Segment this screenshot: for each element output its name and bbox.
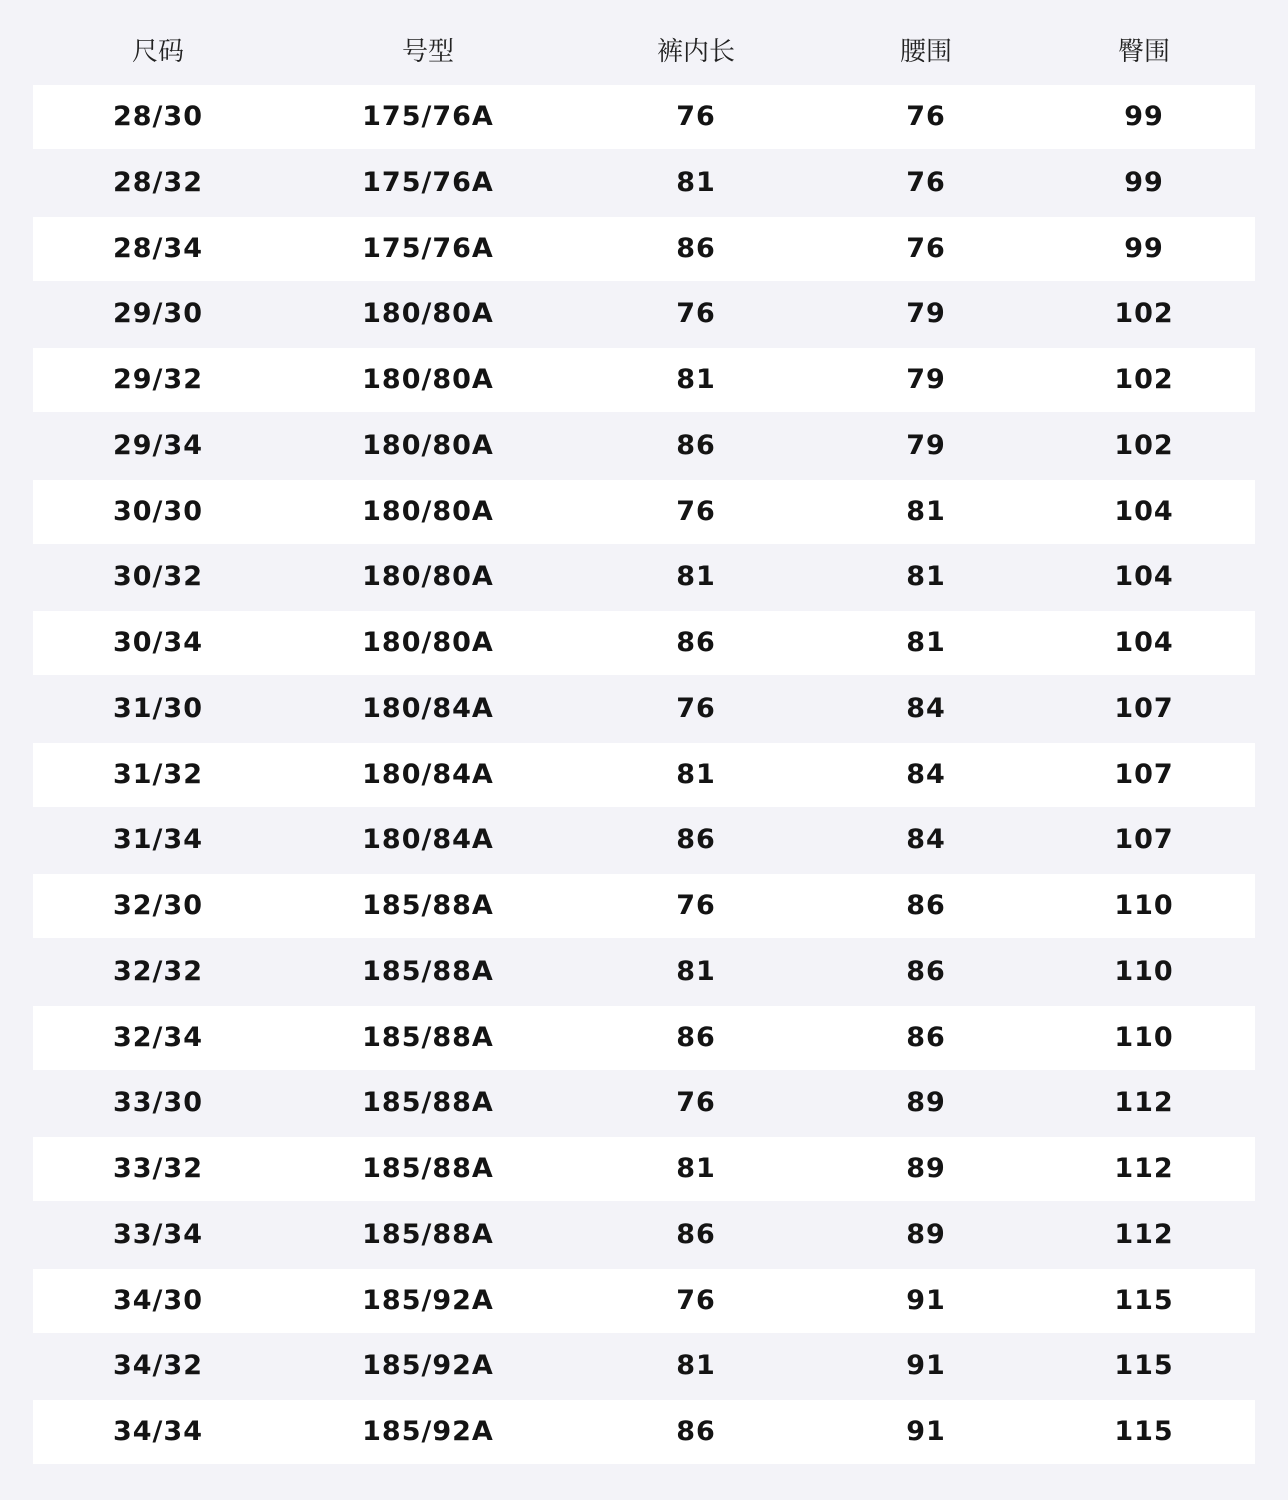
cell-fit-code: 185/88A — [362, 1153, 494, 1184]
table-row — [33, 151, 1255, 215]
cell-fit-code: 175/76A — [362, 101, 494, 132]
cell-fit-code: 185/88A — [362, 1087, 494, 1118]
cell-hip: 110 — [1114, 890, 1174, 921]
cell-size: 31/32 — [112, 759, 203, 790]
cell-waist: 86 — [906, 1022, 946, 1053]
table-row — [33, 1137, 1255, 1201]
table-row — [33, 1269, 1255, 1333]
cell-inseam: 81 — [676, 1153, 716, 1184]
cell-waist: 79 — [906, 298, 946, 329]
cell-size: 29/32 — [112, 364, 203, 395]
table-row — [33, 1203, 1255, 1267]
cell-waist: 91 — [906, 1416, 946, 1447]
cell-fit-code: 180/84A — [362, 759, 494, 790]
cell-hip: 112 — [1114, 1087, 1174, 1118]
cell-waist: 89 — [906, 1087, 946, 1118]
table-row — [33, 217, 1255, 281]
cell-waist: 86 — [906, 890, 946, 921]
cell-waist: 91 — [906, 1285, 946, 1316]
cell-inseam: 86 — [676, 1416, 716, 1447]
cell-waist: 84 — [906, 693, 946, 724]
cell-fit-code: 185/92A — [362, 1285, 494, 1316]
cell-fit-code: 180/80A — [362, 627, 494, 658]
cell-hip: 99 — [1124, 233, 1164, 264]
cell-fit-code: 185/92A — [362, 1350, 494, 1381]
cell-inseam: 81 — [676, 1350, 716, 1381]
cell-fit-code: 180/80A — [362, 496, 494, 527]
cell-hip: 107 — [1114, 693, 1174, 724]
cell-fit-code: 185/88A — [362, 890, 494, 921]
cell-waist: 76 — [906, 167, 946, 198]
cell-waist: 76 — [906, 101, 946, 132]
cell-waist: 79 — [906, 430, 946, 461]
cell-inseam: 81 — [676, 759, 716, 790]
cell-waist: 91 — [906, 1350, 946, 1381]
cell-waist: 76 — [906, 233, 946, 264]
cell-waist: 79 — [906, 364, 946, 395]
cell-inseam: 76 — [676, 890, 716, 921]
cell-inseam: 81 — [676, 561, 716, 592]
cell-waist: 81 — [906, 561, 946, 592]
cell-waist: 81 — [906, 627, 946, 658]
cell-hip: 112 — [1114, 1219, 1174, 1250]
cell-hip: 110 — [1114, 1022, 1174, 1053]
cell-hip: 104 — [1114, 627, 1174, 658]
cell-size: 34/32 — [112, 1350, 203, 1381]
table-row — [33, 743, 1255, 807]
cell-inseam: 76 — [676, 1087, 716, 1118]
cell-hip: 102 — [1114, 430, 1174, 461]
cell-hip: 107 — [1114, 759, 1174, 790]
cell-size: 31/34 — [112, 824, 203, 855]
table-row — [33, 282, 1255, 346]
cell-size: 29/30 — [112, 298, 203, 329]
cell-inseam: 86 — [676, 627, 716, 658]
cell-waist: 86 — [906, 956, 946, 987]
table-row — [33, 808, 1255, 872]
cell-size: 30/34 — [112, 627, 203, 658]
cell-inseam: 86 — [676, 1219, 716, 1250]
cell-fit-code: 180/80A — [362, 298, 494, 329]
cell-fit-code: 180/80A — [362, 561, 494, 592]
cell-inseam: 76 — [676, 101, 716, 132]
cell-hip: 102 — [1114, 364, 1174, 395]
cell-hip: 110 — [1114, 956, 1174, 987]
table-header — [33, 20, 1255, 84]
cell-inseam: 76 — [676, 693, 716, 724]
table-row — [33, 874, 1255, 938]
cell-hip: 115 — [1114, 1416, 1174, 1447]
cell-hip: 102 — [1114, 298, 1174, 329]
cell-fit-code: 175/76A — [362, 233, 494, 264]
cell-inseam: 86 — [676, 430, 716, 461]
cell-waist: 84 — [906, 824, 946, 855]
cell-size: 30/32 — [112, 561, 203, 592]
cell-size: 30/30 — [112, 496, 203, 527]
table-row — [33, 1334, 1255, 1398]
cell-size: 28/32 — [112, 167, 203, 198]
cell-hip: 99 — [1124, 167, 1164, 198]
cell-waist: 84 — [906, 759, 946, 790]
cell-size: 31/30 — [112, 693, 203, 724]
header-waist: 腰围 — [899, 37, 952, 67]
cell-fit-code: 175/76A — [362, 167, 494, 198]
table-row — [33, 677, 1255, 741]
cell-fit-code: 180/80A — [362, 364, 494, 395]
table-row — [33, 545, 1255, 609]
table-row — [33, 940, 1255, 1004]
cell-waist: 89 — [906, 1219, 946, 1250]
cell-size: 33/32 — [112, 1153, 203, 1184]
table-row — [33, 348, 1255, 412]
table-row — [33, 611, 1255, 675]
cell-fit-code: 185/88A — [362, 956, 494, 987]
cell-size: 32/34 — [112, 1022, 203, 1053]
cell-hip: 104 — [1114, 496, 1174, 527]
cell-size: 33/30 — [112, 1087, 203, 1118]
cell-fit-code: 180/84A — [362, 693, 494, 724]
header-size: 尺码 — [131, 37, 184, 67]
cell-fit-code: 180/80A — [362, 430, 494, 461]
cell-hip: 115 — [1114, 1285, 1174, 1316]
table-row — [33, 1071, 1255, 1135]
cell-size: 33/34 — [112, 1219, 203, 1250]
table-row — [33, 480, 1255, 544]
cell-hip: 104 — [1114, 561, 1174, 592]
cell-fit-code: 185/92A — [362, 1416, 494, 1447]
cell-waist: 81 — [906, 496, 946, 527]
cell-inseam: 81 — [676, 956, 716, 987]
table-row — [33, 414, 1255, 478]
cell-fit-code: 180/84A — [362, 824, 494, 855]
cell-size: 34/30 — [112, 1285, 203, 1316]
cell-size: 28/34 — [112, 233, 203, 264]
table-row — [33, 1006, 1255, 1070]
cell-inseam: 81 — [676, 167, 716, 198]
cell-inseam: 76 — [676, 298, 716, 329]
header-inseam: 裤内长 — [656, 37, 735, 67]
table-row — [33, 1400, 1255, 1464]
cell-fit-code: 185/88A — [362, 1022, 494, 1053]
cell-size: 29/34 — [112, 430, 203, 461]
cell-size: 32/32 — [112, 956, 203, 987]
header-fit-code: 号型 — [401, 37, 454, 67]
cell-inseam: 76 — [676, 496, 716, 527]
header-hip: 臀围 — [1117, 37, 1170, 67]
cell-hip: 99 — [1124, 101, 1164, 132]
cell-hip: 112 — [1114, 1153, 1174, 1184]
cell-size: 32/30 — [112, 890, 203, 921]
cell-size: 34/34 — [112, 1416, 203, 1447]
table-row — [33, 85, 1255, 149]
cell-inseam: 86 — [676, 1022, 716, 1053]
cell-inseam: 81 — [676, 364, 716, 395]
cell-inseam: 76 — [676, 1285, 716, 1316]
cell-hip: 115 — [1114, 1350, 1174, 1381]
cell-inseam: 86 — [676, 233, 716, 264]
cell-fit-code: 185/88A — [362, 1219, 494, 1250]
cell-size: 28/30 — [112, 101, 203, 132]
cell-inseam: 86 — [676, 824, 716, 855]
cell-hip: 107 — [1114, 824, 1174, 855]
cell-waist: 89 — [906, 1153, 946, 1184]
